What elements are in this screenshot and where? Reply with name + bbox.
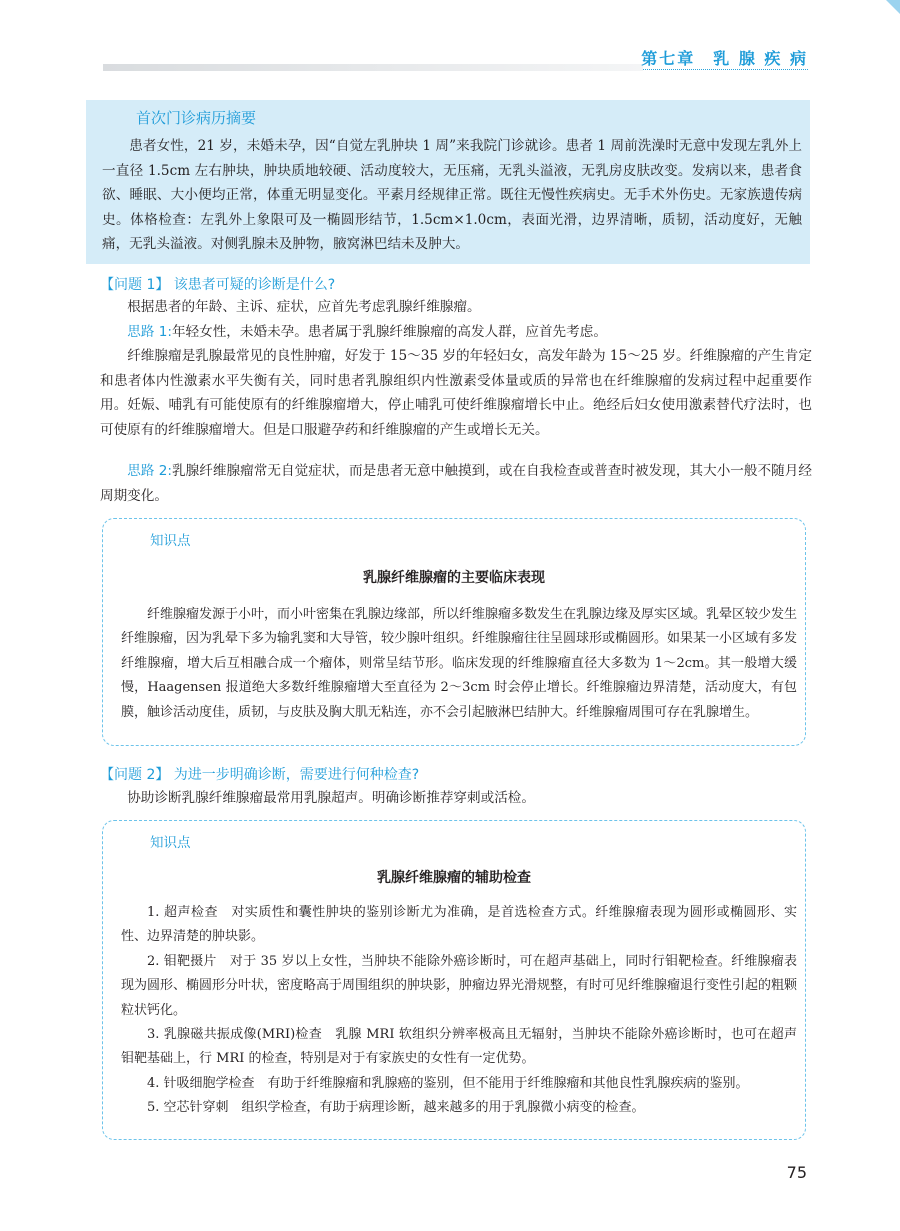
list-item: 5. 空芯针穿刺 组织学检查，有助于病理诊断，越来越多的用于乳腺微小病变的检查。 xyxy=(147,1100,645,1116)
knowledge-box-2-subtitle: 乳腺纤维腺瘤的辅助检查 xyxy=(377,870,531,886)
chapter-title: 第七章 乳 腺 疾 病 xyxy=(641,49,808,68)
reasoning-1-label: 思路 1: xyxy=(127,324,172,340)
list-item: 1. 超声检查 对实质性和囊性肿块的鉴别诊断尤为准确，是首选检查方式。纤维腺瘤表现为圆形或椭圆形、实性、边界清楚的肿块影。 xyxy=(121,905,797,945)
reasoning-2-text: 乳腺纤维腺瘤常无自觉症状，而是患者无意中触摸到，或在自我检查或普查时被发现，其大小一般不随月经周期变化。 xyxy=(100,463,812,504)
reasoning-1-text: 年轻女性，未婚未孕。患者属于乳腺纤维腺瘤的高发人群，应首先考虑。 xyxy=(171,324,607,340)
knowledge-box-1-label: 知识点 xyxy=(150,533,191,549)
header-divider xyxy=(643,69,808,70)
knowledge-box-1-paragraph: 纤维腺瘤发源于小叶，而小叶密集在乳腺边缘部，所以纤维腺瘤多数发生在乳腺边缘及厚实区域。乳晕区较少发生纤维腺瘤，因为乳晕下多为输乳窦和大导管，较少腺叶组织。纤维腺瘤往往呈圆球形或椭圆形。如果某一小区域有多发纤维腺瘤，增大后互相融合成一个瘤体，则常呈结节形。临床发现的纤维腺瘤直径大多数为 1～2cm。其一般增大缓慢，Haagensen 报道绝大多数纤维腺瘤增大至直径为 2～3cm 时会停止增长。纤维腺瘤边界清楚，活动度大，有包膜，触诊活动度佳，质韧，与皮肤及胸大肌无粘连，亦不会引起腋淋巴结肿大。纤维腺瘤周围可存在乳腺增生。 xyxy=(121,607,798,720)
header-bar xyxy=(103,64,643,71)
question-1-answer: 根据患者的年龄、主诉、症状，应首先考虑乳腺纤维腺瘤。 xyxy=(127,299,481,315)
knowledge-box-1-subtitle: 乳腺纤维腺瘤的主要临床表现 xyxy=(363,570,545,586)
corner-tab xyxy=(886,0,900,14)
reasoning-2 xyxy=(100,459,812,508)
question-1-paragraph: 纤维腺瘤是乳腺最常见的良性肿瘤，好发于 15～35 岁的年轻妇女，高发年龄为 15～25 岁。纤维腺瘤的产生肯定和患者体内性激素水平失衡有关，同时患者乳腺组织内性激素受体量或质的异常也在纤维腺瘤的发病过程中起重要作用。妊娠、哺乳有可能使原有的纤维腺瘤增大，停止哺乳可使纤维腺瘤增长中止。绝经后妇女使用激素替代疗法时，也可使原有的纤维腺瘤增大。但是口服避孕药和纤维腺瘤的产生或增长无关。 xyxy=(100,348,812,438)
question-1-title: 【问题 1】 该患者可疑的诊断是什么? xyxy=(100,277,336,293)
reasoning-2-label: 思路 2: xyxy=(127,463,172,479)
knowledge-box-1 xyxy=(102,518,806,746)
knowledge-box-2-label: 知识点 xyxy=(150,835,191,851)
knowledge-box-1-text xyxy=(121,603,797,725)
case-summary-box xyxy=(86,100,810,264)
list-item: 3. 乳腺磁共振成像(MRI)检查 乳腺 MRI 软组织分辨率极高且无辐射，当肿块不能除外癌诊断时，也可在超声钼靶基础上，行 MRI 的检查，特别是对于有家族史的女性有一定优势。 xyxy=(121,1027,797,1067)
list-item: 4. 针吸细胞学检查 有助于纤维腺瘤和乳腺癌的鉴别，但不能用于纤维腺瘤和其他良性乳腺疾病的鉴别。 xyxy=(147,1075,749,1091)
reasoning-1 xyxy=(100,320,812,345)
case-summary-title: 首次门诊病历摘要 xyxy=(136,109,257,127)
question-2-answer: 协助诊断乳腺纤维腺瘤最常用乳腺超声。明确诊断推荐穿刺或活检。 xyxy=(127,790,535,806)
list-item: 2. 钼靶摄片 对于 35 岁以上女性，当肿块不能除外癌诊断时，可在超声基础上，同时行钼靶检查。纤维腺瘤表现为圆形、椭圆形分叶状，密度略高于周围组织的肿块影，肿瘤边界光滑规整，有时可见纤维腺瘤退行变性引起的粗颗粒状钙化。 xyxy=(121,953,798,1018)
page-number: 75 xyxy=(786,1163,807,1182)
case-summary-text: 患者女性，21 岁，未婚未孕，因“自觉左乳肿块 1 周”来我院门诊就诊。患者 1 周前洗澡时无意中发现左乳外上一直径 1.5cm 左右肿块，肿块质地较硬、活动度较大，无压痛，无乳头溢液，无乳房皮肤改变。发病以来，患者食欲、睡眠、大小便均正常，体重无明显变化。平素月经规律正常。既往无慢性疾病史。无手术外伤史。无家族遗传病史。体格检查：左乳外上象限可及一椭圆形结节，1.5cm×1.0cm，表面光滑，边界清晰，质韧，活动度好，无触痛，无乳头溢液。对侧乳腺未及肿物，腋窝淋巴结未及肿大。 xyxy=(102,138,802,253)
knowledge-box-2 xyxy=(102,820,806,1140)
question-2-title: 【问题 2】 为进一步明确诊断，需要进行何种检查? xyxy=(100,767,420,783)
knowledge-box-2-list xyxy=(121,901,797,1121)
